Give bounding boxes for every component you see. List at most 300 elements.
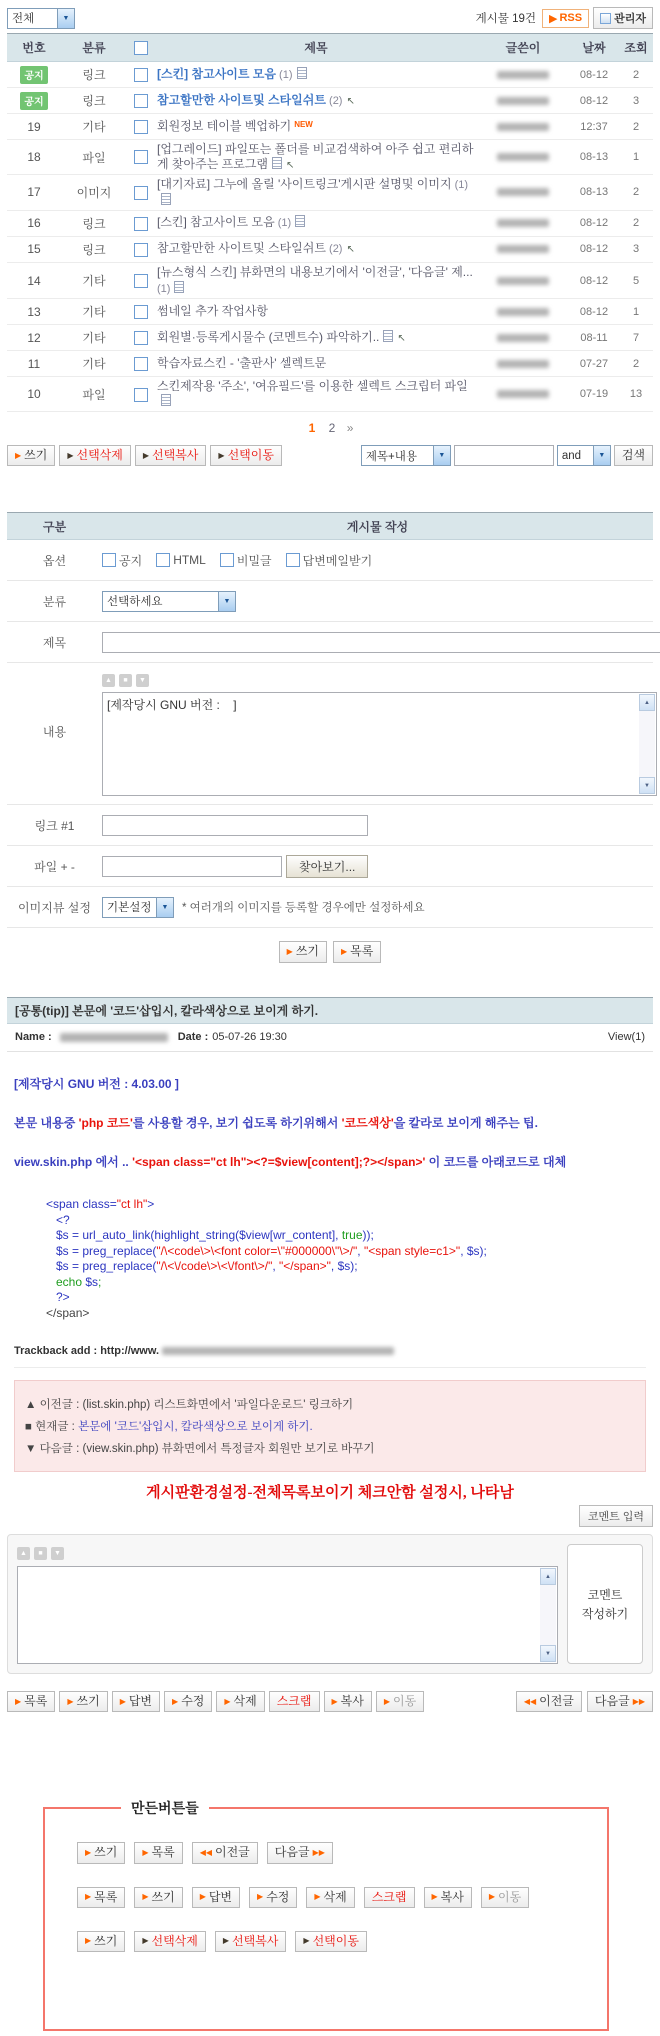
- attachment-icon: [174, 281, 184, 293]
- row-checkbox[interactable]: [134, 94, 148, 108]
- table-row: [7, 351, 653, 377]
- title-cell: [155, 62, 477, 88]
- post-views: 2: [619, 351, 653, 377]
- column-title: 제목: [155, 34, 477, 62]
- post-number-cell: 14: [7, 262, 61, 299]
- post-table-body: [7, 62, 653, 412]
- arrow-icon: ▶: [67, 450, 74, 460]
- post-category: 기타: [61, 351, 127, 377]
- post-category: 이미지: [61, 175, 127, 211]
- post-view: [7, 997, 653, 1473]
- comment-count: (1): [157, 282, 171, 295]
- write-button[interactable]: ▶ 쓰기: [7, 445, 55, 466]
- post-views: 2: [619, 62, 653, 88]
- post-views: 1: [619, 299, 653, 325]
- form-option: [102, 552, 142, 569]
- post-views: 13: [619, 377, 653, 412]
- list-button[interactable]: ▶ 목록: [7, 1691, 55, 1712]
- post-date: 08-12: [569, 299, 619, 325]
- write-button[interactable]: ▶ 쓰기: [77, 1842, 125, 1863]
- file-input[interactable]: [102, 856, 282, 877]
- author-blurred: [497, 390, 549, 398]
- arrow-icon: ▶: [85, 1936, 92, 1946]
- move-button[interactable]: ▶ 이동: [481, 1887, 529, 1908]
- row-checkbox[interactable]: [134, 357, 148, 371]
- scroll-up-icon[interactable]: ▲: [540, 1568, 556, 1585]
- author-cell: [477, 236, 569, 262]
- post-title-link[interactable]: [스킨] 참고사이트 모음: [157, 215, 275, 230]
- attachment-icon: [161, 193, 171, 205]
- checkbox-cell: [127, 236, 155, 262]
- resize-down-icon[interactable]: ▼: [51, 1547, 64, 1560]
- text-line: echo $s;: [46, 1274, 102, 1289]
- link-cursor-icon: ↖: [397, 333, 406, 345]
- checkbox-cell: [127, 62, 155, 88]
- new-badge: NEW: [294, 120, 313, 129]
- arrow-icon: ▶: [341, 947, 348, 957]
- comment-count: (2): [325, 243, 343, 256]
- form-row-content: 내용 ▲ ■ ▼ [제작당시 GNU 버전 : ] ▲ ▼: [7, 663, 653, 805]
- post-category: 링크: [61, 62, 127, 88]
- table-row: [7, 88, 653, 114]
- post-views: 7: [619, 325, 653, 351]
- code-block: [46, 1197, 646, 1321]
- form-option: [156, 553, 206, 567]
- admin-icon: [600, 13, 611, 24]
- next-post-button[interactable]: 다음글 ▶▶: [587, 1691, 653, 1712]
- move-button[interactable]: ▶ 이동: [376, 1691, 424, 1712]
- post-title-link[interactable]: [업그레이드] 파일또는 폴더를 비교검색하여 아주 쉽고 편리하게 찾아주는 프로그램: [157, 142, 474, 171]
- category-filter-value: 전체: [12, 13, 35, 25]
- title-cell: [155, 88, 477, 114]
- option-checkbox[interactable]: [102, 553, 116, 567]
- title-cell: [155, 140, 477, 175]
- column-author: 글쓴이: [477, 34, 569, 62]
- author-blurred: [497, 308, 549, 316]
- arrow-icon: ▶: [172, 1696, 179, 1706]
- comment-input-row: [7, 1505, 653, 1527]
- post-date: 08-12: [569, 88, 619, 114]
- post-date: 07-27: [569, 351, 619, 377]
- checkbox-cell: [127, 262, 155, 299]
- body-paragraph: 본문 내용중 'php 코드'를 사용할 경우, 보기 쉽도록 하기위해서 '코드색상'을 칼라로 보이게 해주는 팁.: [14, 1115, 538, 1130]
- table-row: [7, 140, 653, 175]
- option-checkbox[interactable]: [156, 553, 170, 567]
- trackback-line: Trackback add : http://www.: [14, 1345, 646, 1357]
- text-line: ▼ 다음글 : (view.skin.php) 뷰화면에서 특정글자 회원만 보기로 바꾸기: [25, 1443, 375, 1456]
- delete-button[interactable]: ▶ 삭제: [216, 1691, 264, 1712]
- post-title-link[interactable]: 회원별·등록게시물수 (코멘트수) 파악하기..: [157, 330, 380, 345]
- author-cell: [477, 377, 569, 412]
- checkbox-cell: [127, 175, 155, 211]
- divider: [14, 1367, 646, 1368]
- author-blurred: [497, 153, 549, 161]
- form-row-subject: 제목: [7, 622, 653, 663]
- next-post-button[interactable]: 다음글 ▶▶: [267, 1842, 333, 1863]
- title-cell: [155, 351, 477, 377]
- arrow-icon: ▶: [142, 1936, 149, 1946]
- browse-button[interactable]: 찾아보기...: [286, 855, 368, 878]
- row-checkbox[interactable]: [134, 274, 148, 288]
- post-category: 링크: [61, 236, 127, 262]
- notice-badge: 공지: [20, 66, 47, 84]
- select-all-checkbox[interactable]: [134, 41, 148, 55]
- form-action-buttons: [7, 941, 653, 962]
- table-row: [7, 299, 653, 325]
- table-row: [7, 262, 653, 299]
- text-line: $s = preg_replace("/\<code\>\<font color=\"#000000\"\>/", "<span style=c1>", $s);: [46, 1243, 487, 1258]
- row-checkbox[interactable]: [134, 217, 148, 231]
- gnu-version-line: [제작당시 GNU 버전 : 4.03.00 ]: [14, 1076, 179, 1091]
- author-cell: [477, 88, 569, 114]
- arrow-icon: ▶: [331, 1696, 338, 1706]
- write-form: [7, 512, 653, 962]
- post-date: 08-12: [569, 210, 619, 236]
- checkbox-cell: [127, 210, 155, 236]
- option-label: HTML: [173, 553, 206, 568]
- attachment-icon: [297, 67, 307, 79]
- author-cell: [477, 325, 569, 351]
- post-number-cell: 15: [7, 236, 61, 262]
- post-date: 08-12: [569, 62, 619, 88]
- delete-button[interactable]: ▶ 삭제: [306, 1887, 354, 1908]
- row-checkbox[interactable]: [134, 186, 148, 200]
- list-button[interactable]: ▶ 목록: [134, 1842, 182, 1863]
- textarea-scrollbar[interactable]: [540, 1568, 556, 1662]
- option-label: 비밀글: [236, 553, 272, 568]
- checkbox-cell: [127, 351, 155, 377]
- text-line: ■ 현재글 : 본문에 '코드'삽입시, 칼라색상으로 보이게 하기.: [25, 1421, 313, 1434]
- form-row-options: 옵션 공지 HTML 비밀글 답변메일받기: [7, 540, 653, 581]
- list-action-buttons: [7, 445, 282, 466]
- made-buttons-legend: 만든버튼들: [131, 1800, 199, 1817]
- row-checkbox[interactable]: [134, 331, 148, 345]
- link-cursor-icon: ↖: [286, 160, 295, 171]
- select-all-cell: [127, 34, 155, 62]
- post-number-cell: 17: [7, 175, 61, 211]
- option-checkboxes: [102, 552, 653, 569]
- handwritten-annotation: 게시판환경설정-전체목록보이기 체크안함 설정시, 나타남: [146, 1485, 514, 1502]
- link-input[interactable]: [102, 815, 368, 836]
- select-delete-button[interactable]: ▶ 선택삭제: [134, 1931, 206, 1952]
- search-operator-select[interactable]: and ▼: [557, 445, 611, 466]
- content-textarea[interactable]: [제작당시 GNU 버전 : ] ▲ ▼: [102, 692, 657, 796]
- footer-left-buttons: [7, 1691, 424, 1712]
- author-cell: [477, 140, 569, 175]
- post-number-cell: 10: [7, 377, 61, 412]
- arrow-icon: ▶: [286, 947, 293, 957]
- text-line: <span class="ct lh">: [46, 1197, 155, 1212]
- comment-count: (1): [274, 217, 292, 230]
- write-button[interactable]: ▶ 쓰기: [279, 941, 327, 962]
- arrow-icon: ▶: [314, 1892, 321, 1902]
- scrap-button[interactable]: 스크랩: [269, 1691, 320, 1712]
- post-count: 게시물 19건: [475, 13, 537, 25]
- resize-reset-icon[interactable]: ■: [119, 674, 132, 687]
- title-cell: [155, 210, 477, 236]
- author-blurred: [497, 97, 549, 105]
- textarea-scrollbar[interactable]: [639, 694, 655, 794]
- title-cell: [155, 325, 477, 351]
- arrow-icon: ▶: [383, 1696, 390, 1706]
- form-row-imageview: 이미지뷰 설정 기본설정 ▼ * 여러개의 이미지를 등록할 경우에만 설정하세요: [7, 887, 653, 928]
- chevron-down-icon: ▼: [433, 446, 450, 465]
- form-row-file: 파일 + - 찾아보기...: [7, 846, 653, 887]
- title-cell: [155, 299, 477, 325]
- post-category: 링크: [61, 88, 127, 114]
- edit-button[interactable]: ▶ 수정: [164, 1691, 212, 1712]
- comment-box: [7, 1534, 653, 1674]
- page-next-link[interactable]: »: [346, 421, 354, 436]
- column-views: 조회: [619, 34, 653, 62]
- post-category: 파일: [61, 140, 127, 175]
- pagination: [7, 421, 653, 435]
- form-header: [7, 512, 653, 540]
- text-line: $s = preg_replace("/\<\/code\>\<\/font\>/", "</span>", $s);: [46, 1259, 358, 1274]
- author-cell: [477, 351, 569, 377]
- author-cell: [477, 175, 569, 211]
- search-input[interactable]: [454, 445, 554, 466]
- page-current: 1: [308, 421, 316, 436]
- post-view-body: [7, 1075, 653, 1473]
- text-line: ▲ 이전글 : (list.skin.php) 리스트화면에서 '파일다운로드' 링크하기: [25, 1399, 354, 1412]
- attachment-icon: [161, 394, 171, 406]
- arrow-icon: ▶: [142, 1892, 149, 1902]
- list-button[interactable]: ▶ 목록: [77, 1887, 125, 1908]
- comment-count: (1): [276, 68, 293, 81]
- copy-button[interactable]: ▶ 복사: [324, 1691, 372, 1712]
- author-blurred: [497, 334, 549, 342]
- subject-input[interactable]: [102, 632, 660, 653]
- author-cell: [477, 210, 569, 236]
- form-header-title: 게시물 작성: [346, 519, 409, 534]
- table-row: [7, 210, 653, 236]
- select-move-button[interactable]: ▶ 선택이동: [210, 445, 282, 466]
- author-blurred: [497, 245, 549, 253]
- post-title-link[interactable]: 회원정보 테이블 벡업하기: [157, 119, 292, 133]
- post-category: 기타: [61, 325, 127, 351]
- chevron-down-icon: ▼: [593, 446, 610, 465]
- table-header-row: [7, 34, 653, 62]
- footer-right-buttons: [516, 1691, 653, 1712]
- link-cursor-icon: ↖: [346, 244, 355, 256]
- post-views: 1: [619, 140, 653, 175]
- category-select[interactable]: 선택하세요 ▼: [102, 591, 236, 612]
- prev-post-button[interactable]: ◀◀ 이전글: [516, 1691, 582, 1712]
- table-row: [7, 62, 653, 88]
- table-row: [7, 377, 653, 412]
- row-checkbox[interactable]: [134, 68, 148, 82]
- view-count: View(1): [607, 1031, 645, 1044]
- row-checkbox[interactable]: [134, 120, 148, 134]
- scroll-down-icon[interactable]: ▼: [639, 777, 655, 794]
- author-blurred: [497, 71, 549, 79]
- arrow-icon: ▶: [142, 1848, 149, 1857]
- write-button[interactable]: ▶ 쓰기: [77, 1931, 125, 1952]
- option-label: 답변메일받기: [302, 553, 373, 568]
- post-date: 08-12: [569, 262, 619, 299]
- table-row: [7, 325, 653, 351]
- copy-button[interactable]: ▶ 복사: [424, 1887, 472, 1908]
- arrow-icon: ▶: [222, 1936, 230, 1946]
- resize-up-icon[interactable]: ▲: [102, 674, 115, 687]
- arrow-icon: ▶: [218, 450, 225, 460]
- double-right-arrow-icon: ▶▶: [312, 1848, 325, 1857]
- title-cell: [155, 262, 477, 299]
- write-button[interactable]: ▶ 쓰기: [59, 1691, 107, 1712]
- text-line: ?>: [46, 1290, 70, 1305]
- checkbox-cell: [127, 325, 155, 351]
- scroll-up-icon[interactable]: ▲: [639, 694, 655, 711]
- admin-button[interactable]: 관리자: [593, 7, 653, 29]
- reply-button[interactable]: ▶ 답변: [112, 1691, 160, 1712]
- post-date: 12:37: [569, 114, 619, 140]
- checkbox-cell: [127, 140, 155, 175]
- imageview-note: * 여러개의 이미지를 등록할 경우에만 설정하세요: [182, 902, 425, 915]
- form-option: [220, 552, 272, 569]
- arrow-icon: ▶: [15, 1696, 22, 1706]
- list-action-bar: [7, 445, 653, 466]
- title-cell: [155, 114, 477, 140]
- column-category: 분류: [61, 34, 127, 62]
- post-table: [7, 33, 653, 412]
- author-cell: [477, 114, 569, 140]
- made-buttons-row: [77, 1842, 607, 1863]
- attachment-icon: [295, 215, 305, 227]
- post-category: 기타: [61, 262, 127, 299]
- post-date: 08-12: [569, 236, 619, 262]
- write-button[interactable]: ▶ 쓰기: [134, 1887, 182, 1908]
- title-cell: [155, 236, 477, 262]
- arrow-icon: ▶: [15, 450, 22, 460]
- search-button[interactable]: 검색: [614, 445, 653, 466]
- post-view-title: [공통(tip)] 본문에 '코드'삽입시, 칼라색상으로 보이게 하기.: [7, 997, 653, 1024]
- resize-down-icon[interactable]: ▼: [136, 674, 149, 687]
- post-views: 2: [619, 210, 653, 236]
- post-views: 3: [619, 88, 653, 114]
- category-filter-select[interactable]: [7, 8, 75, 29]
- trackback-url-blurred: [162, 1347, 394, 1355]
- scroll-down-icon[interactable]: ▼: [540, 1645, 556, 1662]
- table-row: [7, 236, 653, 262]
- row-checkbox[interactable]: [134, 243, 148, 257]
- select-copy-button[interactable]: ▶ 선택복사: [135, 445, 207, 466]
- post-views: 2: [619, 114, 653, 140]
- double-left-arrow-icon: ◀◀: [523, 1696, 537, 1706]
- post-title-link[interactable]: [스킨] 참고사이트 모음: [157, 66, 276, 81]
- edit-button[interactable]: ▶ 수정: [249, 1887, 297, 1908]
- post-number-cell: 18: [7, 140, 61, 175]
- author-cell: [477, 299, 569, 325]
- arrow-icon: ▶: [199, 1892, 206, 1902]
- column-no: 번호: [7, 34, 61, 62]
- post-title-link[interactable]: [뉴스형식 스킨] 뷰화면의 내용보기에서 '이전글', '다음글' 제...: [157, 264, 473, 279]
- reply-button[interactable]: ▶ 답변: [192, 1887, 240, 1908]
- table-row: [7, 114, 653, 140]
- author-blurred: [60, 1033, 168, 1042]
- post-number-cell: 11: [7, 351, 61, 377]
- select-delete-button[interactable]: ▶ 선택삭제: [59, 445, 131, 466]
- prev-next-box: [14, 1380, 646, 1472]
- post-date: 07-19: [569, 377, 619, 412]
- post-category: 기타: [61, 299, 127, 325]
- imageview-select[interactable]: 기본설정 ▼: [102, 897, 174, 918]
- comment-submit-button[interactable]: 코멘트 작성하기: [567, 1544, 643, 1664]
- form-row-category: 분류 선택하세요 ▼: [7, 581, 653, 622]
- select-copy-button[interactable]: ▶ 선택복사: [215, 1931, 287, 1952]
- option-checkbox[interactable]: [220, 553, 234, 567]
- checkbox-cell: [127, 114, 155, 140]
- footer-button-bar: [7, 1691, 653, 1712]
- post-view-meta: [7, 1024, 653, 1052]
- form-header-label: 구분: [42, 519, 67, 534]
- post-number-cell: 19: [7, 114, 61, 140]
- post-title-link[interactable]: 참고할만한 사이트및 스타일쉬트: [157, 241, 326, 256]
- text-line: <?: [46, 1212, 70, 1227]
- comment-toolbar: [17, 1544, 558, 1560]
- author-blurred: [497, 188, 549, 196]
- post-title-link[interactable]: 학습자료스킨 - '출판사' 셀렉트문: [157, 356, 327, 371]
- name-label: Name :: [15, 1031, 52, 1044]
- post-title-link[interactable]: 썸네일 추가 작업사항: [157, 304, 268, 319]
- row-checkbox[interactable]: [134, 305, 148, 319]
- arrow-icon: ▶: [224, 1696, 231, 1706]
- form-option: [286, 552, 373, 569]
- author-blurred: [497, 123, 549, 131]
- arrow-icon: ▶: [549, 12, 558, 25]
- row-checkbox[interactable]: [134, 388, 148, 402]
- post-number-cell: [7, 88, 61, 114]
- arrow-icon: ▶: [85, 1848, 92, 1857]
- comment-textarea[interactable]: [17, 1566, 558, 1664]
- text-line: </span>: [46, 1305, 90, 1320]
- option-checkbox[interactable]: [286, 553, 300, 567]
- resize-up-icon[interactable]: ▲: [17, 1547, 30, 1560]
- post-number-cell: [7, 62, 61, 88]
- comment-count: (2): [325, 94, 343, 107]
- table-row: [7, 175, 653, 211]
- post-date: 08-13: [569, 140, 619, 175]
- scrap-button[interactable]: 스크랩: [364, 1887, 415, 1908]
- select-move-button[interactable]: ▶ 선택이동: [295, 1931, 367, 1952]
- post-number-cell: 12: [7, 325, 61, 351]
- made-buttons-row: [77, 1931, 607, 1952]
- list-button[interactable]: ▶ 목록: [333, 941, 381, 962]
- resize-reset-icon[interactable]: ■: [34, 1547, 47, 1560]
- page-link[interactable]: 2: [328, 421, 336, 436]
- post-title-link[interactable]: 참고할만한 사이트및 스타일쉬트: [157, 92, 326, 107]
- checkbox-cell: [127, 377, 155, 412]
- search-field-select[interactable]: 제목+내용 ▼: [361, 445, 451, 466]
- post-title-link[interactable]: [대기자료] 그누에 올릴 '사이트링크'게시판 설명및 이미지: [157, 177, 452, 191]
- prev-post-button[interactable]: ◀◀ 이전글: [192, 1842, 258, 1863]
- post-date: 08-13: [569, 175, 619, 211]
- arrow-icon: ▶: [85, 1892, 92, 1902]
- post-views: 3: [619, 236, 653, 262]
- arrow-icon: ▶: [119, 1696, 126, 1706]
- attachment-icon: [383, 330, 393, 342]
- double-right-arrow-icon: ▶▶: [632, 1696, 645, 1706]
- arrow-icon: ▶: [142, 450, 150, 460]
- row-checkbox[interactable]: [134, 150, 148, 164]
- rss-button[interactable]: ▶ RSS: [542, 9, 589, 28]
- post-category: 기타: [61, 114, 127, 140]
- comment-input-button[interactable]: 코멘트 입력: [579, 1505, 653, 1527]
- chevron-down-icon: ▼: [218, 592, 235, 611]
- notice-badge: 공지: [20, 92, 47, 110]
- post-title-link[interactable]: 스킨제작용 '주소', '여유필드'를 이용한 셀렉트 스크립터 파일: [157, 379, 468, 394]
- chevron-down-icon: ▼: [57, 9, 74, 28]
